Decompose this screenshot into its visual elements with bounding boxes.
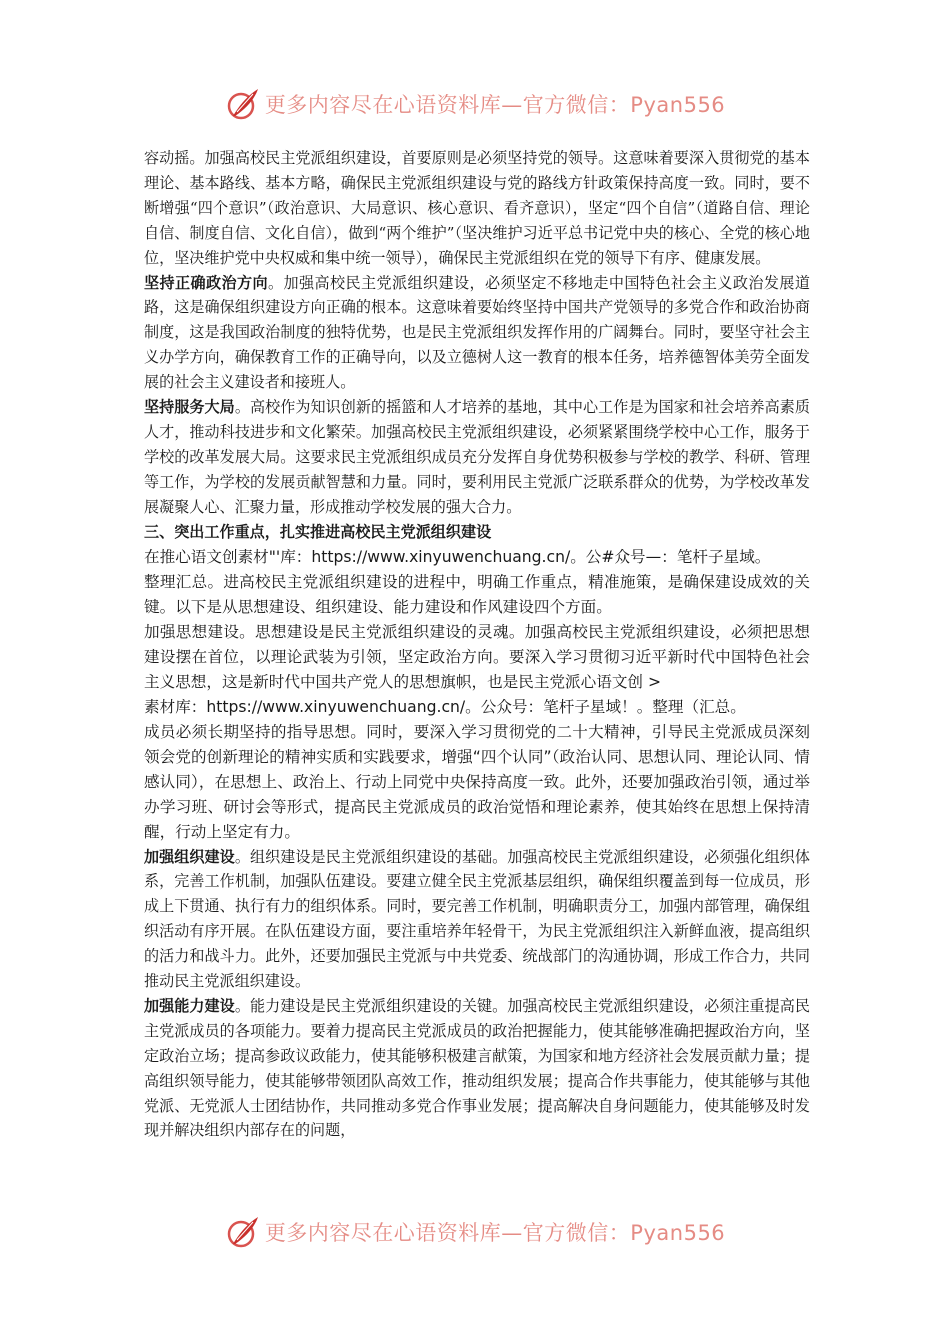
paragraph-lead: 加强能力建设 [144,996,235,1015]
paragraph-work-focus [144,545,810,620]
quill-logo-icon [225,1214,261,1250]
paragraph-text: 。能力建设是民主党派组织建设的关键。加强高校民主党派组织建设，必须注重提高民主党派成员的各项能力。要着力提高民主党派成员的政治把握能力，使其能够准确把握政治方向，坚定政治立场；提高参政议政能力，使其能够积极建言献策，为国家和地方经济社会发展贡献力量；提高组织领导能力，使其能够带领团队高效工作，推动组织发展；提高合作共事能力，使其能够与其他党派、无党派人士团结协作，共同推动多党合作事业发展；提高解决自身问题能力，使其能够及时发现并解决组织内部存在的问题， [144,996,810,1140]
document-body [144,146,810,1143]
paragraph-lead: 坚持服务大局 [144,398,235,417]
paragraph-line: 素材库：https://www.xinyuwenchuang.cn/。公众号：笔杆子星域！。整理（汇总。 [144,697,746,716]
section-heading: 三、突出工作重点，扎实推进高校民主党派组织建设 [144,522,492,541]
paragraph-intro: 容动摇。加强高校民主党派组织建设，首要原则是必须坚持党的领导。这意味着要深入贯彻党的基本理论、基本路线、基本方略，确保民主党派组织建设与党的路线方针政策保持高度一致。同时，要不断增强“四个意识”（政治意识、大局意识、核心意识、看齐意识），坚定“四个自信”（道路自信、理论自信、制度自信、文化自信），做到“两个维护”（坚决维护习近平总书记党中央的核心、全党的核心地位，坚决维护党中央权威和集中统一领导），确保民主党派组织在党的领导下有序、健康发展。 [144,149,810,267]
footer-banner [0,1210,950,1254]
header-banner [0,82,950,126]
paragraph-text: 。组织建设是民主党派组织建设的基础。加强高校民主党派组织建设，必须强化组织体系，完善工作机制，加强队伍建设。要建立健全民主党派基层组织，确保组织覆盖到每一位成员，形成上下贯通、执行有力的组织体系。同时，要完善工作机制，明确职责分工，加强内部管理，确保组织活动有序开展。在队伍建设方面，要注重培养年轻骨干，为民主党派组织注入新鲜血液，提高组织的活力和战斗力。此外，还要加强民主党派与中共党委、统战部门的沟通协调，形成工作合力，共同推动民主党派组织建设。 [144,847,810,991]
paragraph-text: 整理汇总。进高校民主党派组织建设的进程中，明确工作重点，精准施策，是确保建设成效的关键。以下是从思想建设、组织建设、能力建设和作风建设四个方面。 [144,572,810,616]
paragraph-line: 在推心语文创素材"'库：https://www.xinyuwenchuang.cn/。公#众号—：笔杆子星域。 [144,547,771,566]
paragraph-capacity-building [144,994,810,1143]
paragraph-text: 加强思想建设。思想建设是民主党派组织建设的灵魂。加强高校民主党派组织建设，必须把思想建设摆在首位，以理论武装为引领，坚定政治方向。要深入学习贯彻习近平新时代中国特色社会主义思想，这是新时代中国共产党人的思想旗帜，也是民主党派心语文创 > [144,622,810,691]
paragraph-lead: 加强组织建设 [144,847,235,866]
quill-logo-icon [225,86,261,122]
paragraph-lead: 坚持正确政治方向 [144,273,268,292]
paragraph-text: 。加强高校民主党派组织建设，必须坚定不移地走中国特色社会主义政治发展道路，这是确保组织建设方向正确的根本。这意味着要始终坚持中国共产党领导的多党合作和政治协商制度，这是我国政治制度的独特优势，也是民主党派组织发挥作用的广阔舞台。同时，要坚守社会主义办学方向，确保教育工作的正确导向，以及立德树人这一教育的根本任务，培养德智体美劳全面发展的社会主义建设者和接班人。 [144,273,810,392]
header-banner-text: 更多内容尽在心语资料库—官方微信：Pyan556 [264,93,726,117]
paragraph-organization-building [144,845,810,994]
footer-banner-text: 更多内容尽在心语资料库—官方微信：Pyan556 [264,1221,726,1245]
paragraph-political-direction [144,271,810,396]
paragraph-ideological-building [144,620,810,845]
paragraph-text: 成员必须长期坚持的指导思想。同时，要深入学习贯彻党的二十大精神，引导民主党派成员深刻领会党的创新理论的精神实质和实践要求，增强“四个认同”（政治认同、思想认同、理论认同、情感认同），在思想上、政治上、行动上同党中央保持高度一致。此外，还要加强政治引领，通过举办学习班、研讨会等形式，提高民主党派成员的政治觉悟和理论素养，使其始终在思想上保持清醒，行动上坚定有力。 [144,722,810,841]
paragraph-serve-overall [144,395,810,520]
paragraph-text: 。高校作为知识创新的摇篮和人才培养的基地，其中心工作是为国家和社会培养高素质人才，推动科技进步和文化繁荣。加强高校民主党派组织建设，必须紧紧围绕学校中心工作，服务于学校的改革发展大局。这要求民主党派组织成员充分发挥自身优势积极参与学校的教学、科研、管理等工作，为学校的发展贡献智慧和力量。同时，要利用民主党派广泛联系群众的优势，为学校改革发展凝聚人心、汇聚力量，形成推动学校发展的强大合力。 [144,398,810,516]
